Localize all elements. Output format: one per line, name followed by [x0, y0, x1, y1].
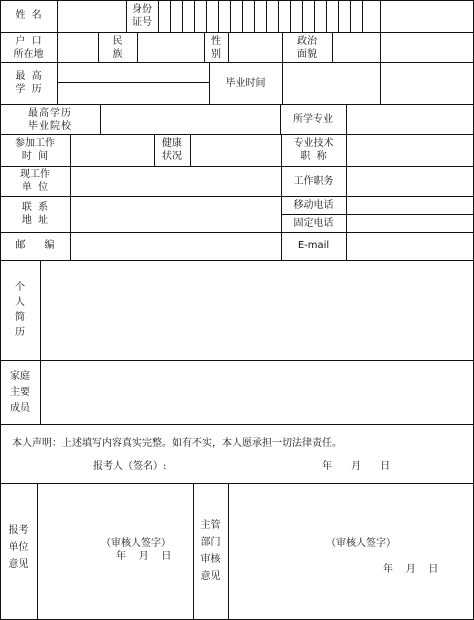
col-line [137, 32, 138, 62]
id-digit-line [242, 0, 243, 32]
label-family-members: 家庭 主要 成员 [10, 371, 30, 414]
label-professional-title: 专业技术 职 称 [293, 138, 334, 162]
label-authority-opinion: 主管 部门 审核 意见 [200, 520, 221, 582]
id-digit-line [362, 0, 363, 32]
label-hukou: 户 口 所在地 [13, 36, 44, 60]
id-digit-line [182, 0, 183, 32]
col-line [346, 134, 347, 166]
col-line [57, 0, 58, 104]
id-digit-line [314, 0, 315, 32]
col-line [282, 62, 283, 104]
col-line [70, 166, 71, 260]
id-digit-line [206, 0, 207, 32]
row-line [0, 196, 474, 197]
label-highest-education: 最 高 学 历 [15, 71, 42, 95]
label-id-number: 身份 证号 [132, 4, 152, 28]
label-employer-opinion: 报考 单位 意见 [8, 525, 29, 570]
row-line [0, 166, 474, 167]
id-digit-line [326, 0, 327, 32]
row-line [0, 424, 474, 425]
label-graduation-time: 毕业时间 [225, 78, 266, 89]
col-line [332, 32, 333, 62]
row-line [0, 260, 474, 261]
row-line [0, 232, 474, 233]
label-email: E-mail [297, 240, 330, 251]
row-line [0, 483, 474, 484]
label-contact-address: 联 系 地 址 [21, 202, 49, 226]
form-border-top [0, 0, 474, 1]
label-landline-phone: 固定电话 [293, 218, 334, 229]
declaration-text: 本人声明：上述填写内容真实完整。如有不实，本人愿承担一切法律责任。 [12, 438, 342, 449]
row-line [0, 62, 474, 63]
col-line [228, 32, 229, 62]
label-highest-edu-school: 最高学历 毕业院校 [28, 108, 72, 132]
authority-review-date: 年 月 日 [383, 564, 439, 575]
id-digit-line [350, 0, 351, 32]
photo-area-line [380, 0, 381, 104]
col-line [228, 483, 229, 620]
label-name: 姓 名 [15, 10, 42, 21]
id-digit-line [194, 0, 195, 32]
label-ethnicity: 民 族 [112, 36, 123, 60]
row-line [0, 104, 474, 105]
id-digit-line [278, 0, 279, 32]
label-work-start-time: 参加工作 时 间 [15, 138, 55, 162]
row-line [0, 134, 474, 135]
col-line [70, 134, 71, 166]
id-digit-line [302, 0, 303, 32]
col-line [346, 104, 347, 134]
authority-reviewer-signature: （审核人签字） [326, 538, 396, 549]
label-current-employer: 现工作 单 位 [20, 169, 50, 193]
label-major: 所学专业 [293, 114, 333, 125]
label-job-position: 工作职务 [293, 176, 334, 187]
id-digit-line [230, 0, 231, 32]
id-digit-line [338, 0, 339, 32]
label-health: 健康 状况 [162, 138, 182, 162]
id-digit-line [290, 0, 291, 32]
label-political-status: 政治 面貌 [297, 36, 317, 60]
id-digit-line [170, 0, 171, 32]
id-digit-line [254, 0, 255, 32]
applicant-signature-label: 报考人（签名）: [93, 461, 167, 472]
row-line [57, 82, 209, 83]
col-line [346, 166, 347, 260]
label-resume: 个 人 简 历 [15, 282, 25, 338]
id-digit-line [266, 0, 267, 32]
row-line [281, 214, 474, 215]
label-gender: 性 别 [211, 36, 221, 60]
col-line [190, 134, 191, 166]
col-line [100, 104, 101, 134]
employer-review-date: 年 月 日 [116, 551, 172, 562]
employer-reviewer-signature: （审核人签字） [101, 538, 171, 549]
applicant-date: 年 月 日 [322, 461, 391, 472]
col-line [40, 260, 41, 424]
row-line [0, 360, 474, 361]
col-line [37, 483, 38, 620]
label-mobile-phone: 移动电话 [293, 200, 334, 211]
label-postcode: 邮 编 [15, 240, 55, 251]
row-line [0, 32, 474, 33]
id-digit-line [218, 0, 219, 32]
col-line [158, 0, 159, 32]
